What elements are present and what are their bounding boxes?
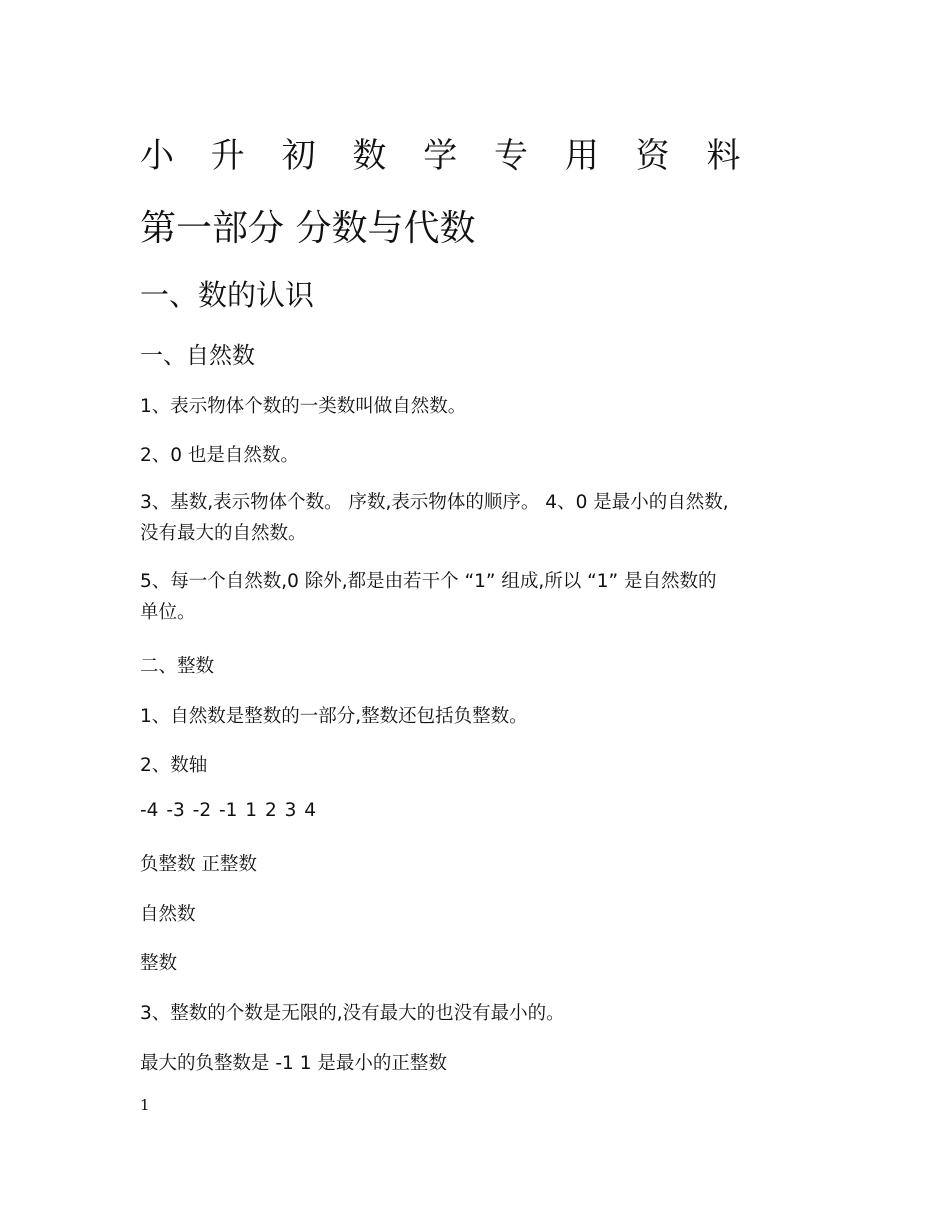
integer-item-1: 1、自然数是整数的一部分,整数还包括负整数。	[140, 706, 528, 727]
natural-item-1: 1、表示物体个数的一类数叫做自然数。	[140, 396, 467, 417]
label-integers: 整数	[140, 953, 178, 974]
integer-item-2: 2、数轴	[140, 755, 208, 776]
natural-item-3-line-1: 3、基数,表示物体个数。 序数,表示物体的顺序。 4、0 是最小的自然数,	[140, 492, 729, 513]
natural-item-5-line-1: 5、每一个自然数,0 除外,都是由若干个 “1” 组成,所以 “1” 是自然数的	[140, 571, 717, 592]
label-natural-numbers: 自然数	[140, 904, 196, 925]
natural-item-3-paragraph	[140, 487, 820, 549]
label-negative-positive: 负整数 正整数	[140, 854, 257, 875]
section-heading: 一、数的认识	[140, 278, 315, 312]
natural-item-5-line-2: 单位。	[140, 602, 196, 623]
subsection-heading-natural: 一、自然数	[140, 343, 255, 369]
page-number: 1	[140, 1096, 150, 1114]
natural-item-3-line-2: 没有最大的自然数。	[140, 523, 307, 544]
natural-item-5-paragraph	[140, 566, 820, 628]
number-line-values: -4 -3 -2 -1 1 2 3 4	[140, 800, 317, 821]
document-title: 小 升 初 数 学 专 用 资 料	[140, 136, 754, 176]
natural-item-2: 2、0 也是自然数。	[140, 445, 299, 466]
subsection-heading-integer: 二、整数	[140, 656, 215, 677]
integer-item-3: 3、整数的个数是无限的,没有最大的也没有最小的。	[140, 1003, 565, 1024]
integer-extremes: 最大的负整数是 -1 1 是最小的正整数	[140, 1053, 447, 1074]
part-heading: 第一部分 分数与代数	[140, 208, 476, 249]
